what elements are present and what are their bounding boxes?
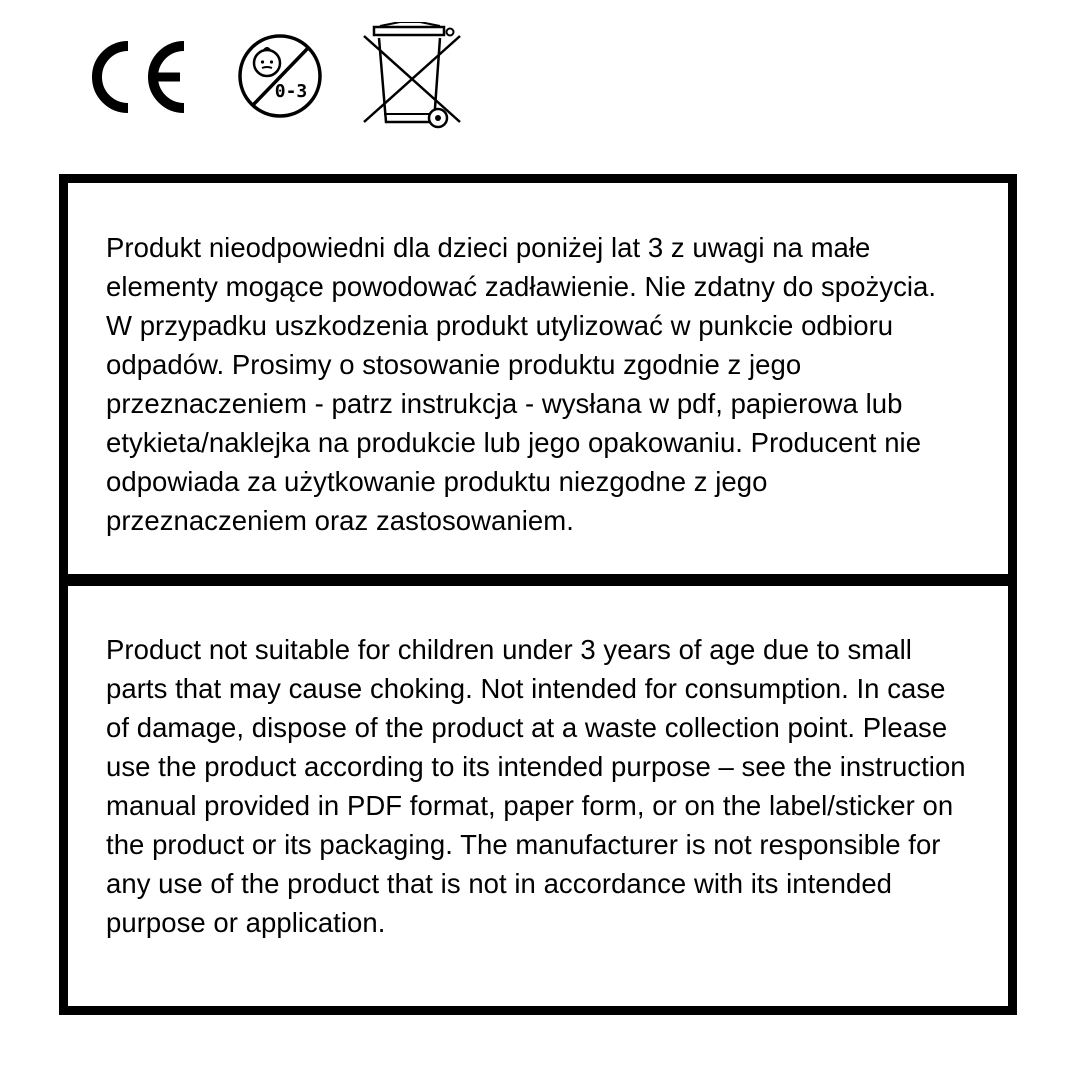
english-warning-text: Product not suitable for children under 3 years of age due to small parts that may cause choking. Not intended for consumption. In case of damage, dispose of the product at a waste collection point. Please use the product according to its intended purpose – see the instruction manual provided in PDF format, paper form, or on the label/sticker on the product or its packaging. The manufacturer is not responsible for any use of the product that is not in accordance with its intended purpose or application.	[106, 634, 966, 938]
baby-face-icon	[254, 48, 280, 76]
english-warning-box	[59, 574, 1017, 1015]
age-range-label: 0-3	[274, 81, 308, 102]
age-0-3-warning-icon	[236, 32, 324, 120]
crossed-out-wheelie-bin-icon	[362, 22, 462, 130]
symbol-row	[0, 0, 1080, 140]
polish-warning-box	[59, 174, 1017, 586]
ce-mark-icon	[88, 40, 188, 114]
polish-warning-text: Produkt nieodpowiedni dla dzieci poniżej lat 3 z uwagi na małe elementy mogące powodować zadławienie. Nie zdatny do spożycia. W przypadku uszkodzenia produkt utylizować w punkcie odbioru odpadów. Prosimy o stosowanie produktu zgodnie z jego przeznaczeniem - patrz instrukcja - wysłana w pdf, papierowa lub etykieta/naklejka na produkcie lub jego opakowaniu. Producent nie odpowiada za użytkowanie produktu niezgodne z jego przeznaczeniem oraz zastosowaniem.	[106, 232, 937, 536]
